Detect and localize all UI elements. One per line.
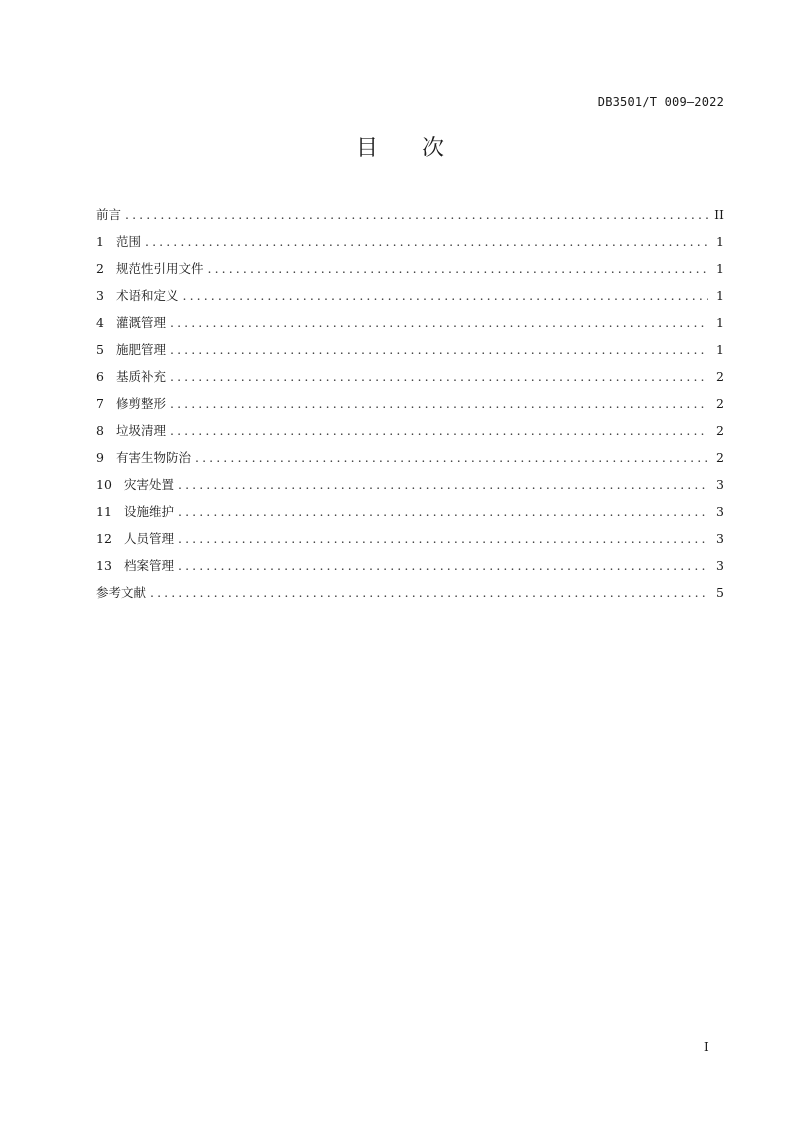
toc-entry-page: II [714, 207, 724, 222]
dot-leader [150, 584, 708, 602]
dot-leader [125, 206, 708, 224]
toc-list [96, 206, 724, 611]
dot-leader [170, 368, 708, 386]
toc-entry-number: 7 [96, 396, 104, 411]
toc-entry-page: 2 [716, 396, 724, 411]
dot-leader [195, 449, 708, 467]
toc-entry-number: 1 [96, 234, 104, 249]
toc-entry-6[interactable] [96, 368, 724, 395]
toc-entry-text: 灌溉管理 [116, 315, 167, 330]
toc-entry-text: 基质补充 [116, 369, 167, 384]
toc-entry-page: 3 [716, 504, 724, 519]
toc-entry-page: 1 [716, 261, 724, 276]
toc-entry-number: 5 [96, 342, 104, 357]
toc-entry-number: 10 [96, 477, 112, 492]
dot-leader [178, 530, 708, 548]
toc-entry-number: 9 [96, 450, 104, 465]
toc-entry-number: 2 [96, 261, 104, 276]
toc-entry-number: 12 [96, 531, 112, 546]
toc-entry-8[interactable] [96, 422, 724, 449]
toc-entry-page: 2 [716, 369, 724, 384]
toc-entry-text: 前言 [96, 207, 122, 222]
toc-entry-text: 修剪整形 [116, 396, 167, 411]
toc-entry-12[interactable] [96, 530, 724, 557]
toc-entry-text: 规范性引用文件 [116, 261, 204, 276]
dot-leader [170, 422, 708, 440]
page-number: I [704, 1040, 709, 1054]
toc-entry-number: 3 [96, 288, 104, 303]
toc-entry-page: 2 [716, 423, 724, 438]
dot-leader [178, 476, 708, 494]
toc-entry-page: 1 [716, 315, 724, 330]
dot-leader [178, 503, 708, 521]
document-code: DB3501/T 009—2022 [597, 95, 724, 109]
toc-entry-text: 垃圾清理 [116, 423, 167, 438]
toc-entry-number: 8 [96, 423, 104, 438]
dot-leader [183, 287, 708, 305]
toc-entry-3[interactable] [96, 287, 724, 314]
toc-title-part1: 目 [355, 136, 378, 161]
toc-entry-text: 施肥管理 [116, 342, 167, 357]
toc-entry-5[interactable] [96, 341, 724, 368]
toc-entry-11[interactable] [96, 503, 724, 530]
toc-entry-10[interactable] [96, 476, 724, 503]
toc-entry-number: 11 [96, 504, 112, 519]
toc-title-part2: 次 [422, 136, 445, 161]
toc-entry-9[interactable] [96, 449, 724, 476]
toc-entry-page: 3 [716, 477, 724, 492]
toc-entry-2[interactable] [96, 260, 724, 287]
toc-entry-references[interactable] [96, 584, 724, 611]
dot-leader [178, 557, 708, 575]
toc-entry-number: 13 [96, 558, 112, 573]
dot-leader [170, 314, 708, 332]
toc-entry-4[interactable] [96, 314, 724, 341]
toc-entry-page: 5 [716, 585, 724, 600]
toc-entry-foreword[interactable] [96, 206, 724, 233]
toc-entry-1[interactable] [96, 233, 724, 260]
toc-entry-page: 1 [716, 234, 724, 249]
toc-entry-text: 术语和定义 [116, 288, 179, 303]
toc-entry-text: 范围 [116, 234, 142, 249]
dot-leader [208, 260, 708, 278]
toc-entry-text: 参考文献 [96, 585, 147, 600]
toc-entry-text: 人员管理 [124, 531, 175, 546]
toc-entry-number: 4 [96, 315, 104, 330]
dot-leader [145, 233, 708, 251]
toc-entry-text: 灾害处置 [124, 477, 175, 492]
toc-entry-page: 3 [716, 558, 724, 573]
toc-entry-13[interactable] [96, 557, 724, 584]
toc-entry-page: 1 [716, 342, 724, 357]
toc-entry-7[interactable] [96, 395, 724, 422]
toc-entry-page: 2 [716, 450, 724, 465]
toc-entry-page: 3 [716, 531, 724, 546]
toc-entry-text: 设施维护 [124, 504, 175, 519]
toc-entry-text: 有害生物防治 [116, 450, 192, 465]
toc-entry-page: 1 [716, 288, 724, 303]
dot-leader [170, 395, 708, 413]
toc-entry-text: 档案管理 [124, 558, 175, 573]
toc-title [0, 131, 800, 162]
dot-leader [170, 341, 708, 359]
toc-entry-number: 6 [96, 369, 104, 384]
